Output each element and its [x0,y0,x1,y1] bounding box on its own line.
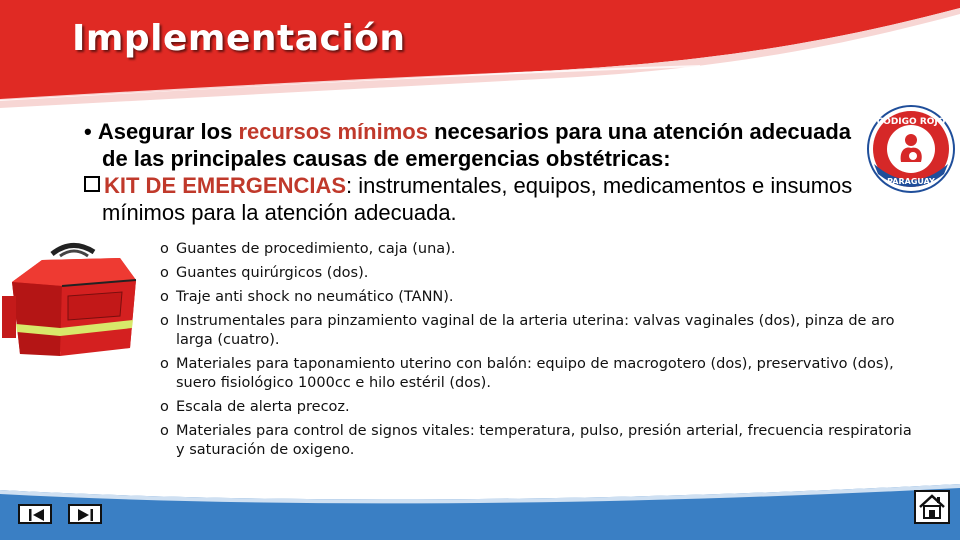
checkbox-bullet-icon [84,176,100,192]
next-slide-button[interactable] [68,504,102,524]
bullet1-highlight: recursos mínimos [238,119,428,144]
previous-slide-icon [20,506,54,526]
bullet-kit [84,172,874,226]
list-item: o Guantes de procedimiento, caja (una). [160,240,920,259]
list-item: o Materiales para taponamiento uterino con balón: equipo de macrogotero (dos), preservativo (dos), suero fisiológico 1000cc e hilo estéril (dos). [160,355,920,393]
list-item: o Escala de alerta precoz. [160,398,920,417]
logo-bottom-text: PARAGUAY [887,177,935,186]
home-button[interactable] [914,490,950,524]
kit-items-list [160,240,920,465]
bullet-resources [84,118,874,172]
logo-top-text: CÓDIGO ROJO [876,117,946,127]
previous-slide-button[interactable] [18,504,52,524]
list-item: o Traje anti shock no neumático (TANN). [160,288,920,307]
list-item: o Instrumentales para pinzamiento vaginal de la arteria uterina: valvas vaginales (dos), pinza de aro larga (cuatro). [160,312,920,350]
next-slide-icon [70,506,104,526]
emergency-bag-image [2,236,142,366]
bullet2-text: : instrumentales, equipos, medicamentos e insumos mínimos para la atención adecuada. [102,173,853,225]
codigo-rojo-logo [866,104,956,194]
list-item: o Guantes quirúrgicos (dos). [160,264,920,283]
bullet1-text-before: Asegurar los [97,119,239,144]
bullet1-text-after: necesarios para una atención adecuada de las principales causas de emergencias obstétricas: [102,119,852,171]
list-item: o Materiales para control de signos vitales: temperatura, pulso, presión arterial, frecuencia respiratoria y saturación de oxigeno. [160,422,920,460]
main-content [84,118,874,226]
footer-band [0,484,960,540]
bullet2-lead: KIT DE EMERGENCIAS [104,173,347,198]
home-icon [916,492,948,522]
bullet-dot-icon: • [84,119,98,144]
slide-title: Implementación [72,18,406,59]
